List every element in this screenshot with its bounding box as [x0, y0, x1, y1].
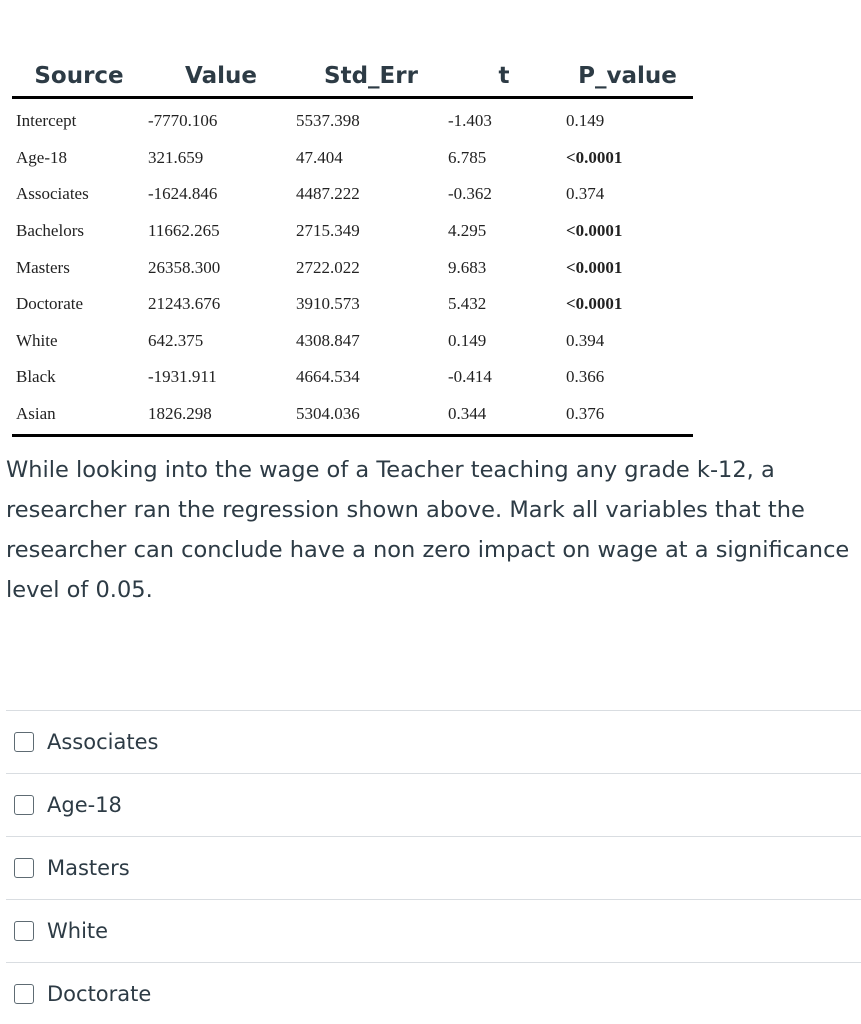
cell-value: 1826.298 — [146, 396, 296, 436]
cell-source: Age-18 — [16, 147, 67, 167]
cell-value: -7770.106 — [148, 111, 218, 131]
header-t: t — [446, 56, 562, 98]
answer-checkbox[interactable] — [14, 921, 34, 941]
cell-t: 0.344 — [446, 396, 562, 436]
table-row — [12, 98, 693, 140]
header-p-value: P_value — [562, 56, 693, 98]
cell-t: -0.362 — [448, 184, 492, 204]
cell-std-err: 3910.573 — [296, 294, 360, 314]
cell-std-err: 2722.022 — [296, 257, 360, 277]
answer-label[interactable]: Age-18 — [47, 793, 122, 817]
cell-p-value: <0.0001 — [566, 221, 623, 241]
cell-std-err: 2715.349 — [296, 221, 360, 241]
cell-value: -1931.911 — [148, 367, 217, 387]
cell-value: 26358.300 — [148, 257, 221, 277]
table-row — [12, 359, 693, 396]
cell-std-err: 4664.534 — [296, 367, 360, 387]
answer-checkbox[interactable] — [14, 732, 34, 752]
cell-value: 11662.265 — [148, 221, 220, 241]
cell-std-err: 5304.036 — [296, 396, 446, 436]
cell-source: Masters — [16, 257, 70, 277]
header-std-err: Std_Err — [296, 56, 446, 98]
cell-source: White — [16, 330, 58, 350]
cell-t: 5.432 — [448, 294, 487, 314]
cell-std-err: 4487.222 — [296, 184, 360, 204]
cell-std-err: 47.404 — [296, 147, 343, 167]
cell-value: 321.659 — [148, 147, 204, 167]
table-header-row — [12, 56, 693, 98]
answer-checkbox[interactable] — [14, 984, 34, 1004]
cell-std-err: 4308.847 — [296, 330, 360, 350]
cell-p-value: 0.366 — [566, 367, 605, 387]
table-row — [12, 396, 693, 436]
table-row — [12, 213, 693, 250]
cell-p-value: 0.149 — [566, 111, 605, 131]
cell-source: Intercept — [16, 111, 77, 131]
answer-list — [6, 710, 861, 1024]
answer-label[interactable]: White — [47, 919, 109, 943]
question-text: While looking into the wage of a Teacher teaching any grade k-12, a researcher ran the regression shown above. Mark all variables that the researcher can conclude have a non zero impact on wage at a significance level of 0.05. — [6, 457, 850, 603]
answer-label[interactable]: Associates — [47, 730, 159, 754]
table-body — [12, 98, 693, 436]
table-row — [12, 286, 693, 323]
cell-p-value: 0.374 — [566, 184, 605, 204]
cell-source: Doctorate — [16, 294, 84, 314]
answer-option[interactable] — [6, 774, 861, 837]
cell-value: 642.375 — [148, 330, 204, 350]
table-row — [12, 176, 693, 213]
answer-option[interactable] — [6, 711, 861, 774]
cell-t: 4.295 — [448, 221, 487, 241]
answer-label[interactable]: Doctorate — [47, 982, 152, 1006]
cell-source: Asian — [12, 396, 146, 436]
answer-option[interactable] — [6, 837, 861, 900]
table-row — [12, 249, 693, 286]
cell-p-value: <0.0001 — [566, 147, 623, 167]
cell-source: Associates — [16, 184, 89, 204]
header-value: Value — [146, 56, 296, 98]
cell-p-value: <0.0001 — [566, 294, 623, 314]
cell-t: 9.683 — [448, 257, 487, 277]
cell-p-value: <0.0001 — [566, 257, 623, 277]
header-source: Source — [12, 56, 146, 98]
cell-source: Bachelors — [16, 221, 84, 241]
regression-table-container — [12, 56, 693, 437]
cell-std-err: 5537.398 — [296, 111, 360, 131]
answer-label[interactable]: Masters — [47, 856, 130, 880]
cell-t: 6.785 — [448, 147, 487, 167]
cell-p-value: 0.394 — [566, 330, 605, 350]
cell-t: 0.149 — [448, 330, 487, 350]
cell-value: -1624.846 — [148, 184, 218, 204]
cell-p-value: 0.376 — [562, 396, 693, 436]
answer-checkbox[interactable] — [14, 795, 34, 815]
answer-checkbox[interactable] — [14, 858, 34, 878]
table-row — [12, 323, 693, 360]
answer-option[interactable] — [6, 963, 861, 1024]
cell-source: Black — [16, 367, 56, 387]
regression-table — [12, 56, 693, 437]
cell-t: -1.403 — [448, 111, 492, 131]
cell-t: -0.414 — [448, 367, 492, 387]
answer-option[interactable] — [6, 900, 861, 963]
table-row — [12, 140, 693, 177]
cell-value: 21243.676 — [148, 294, 221, 314]
